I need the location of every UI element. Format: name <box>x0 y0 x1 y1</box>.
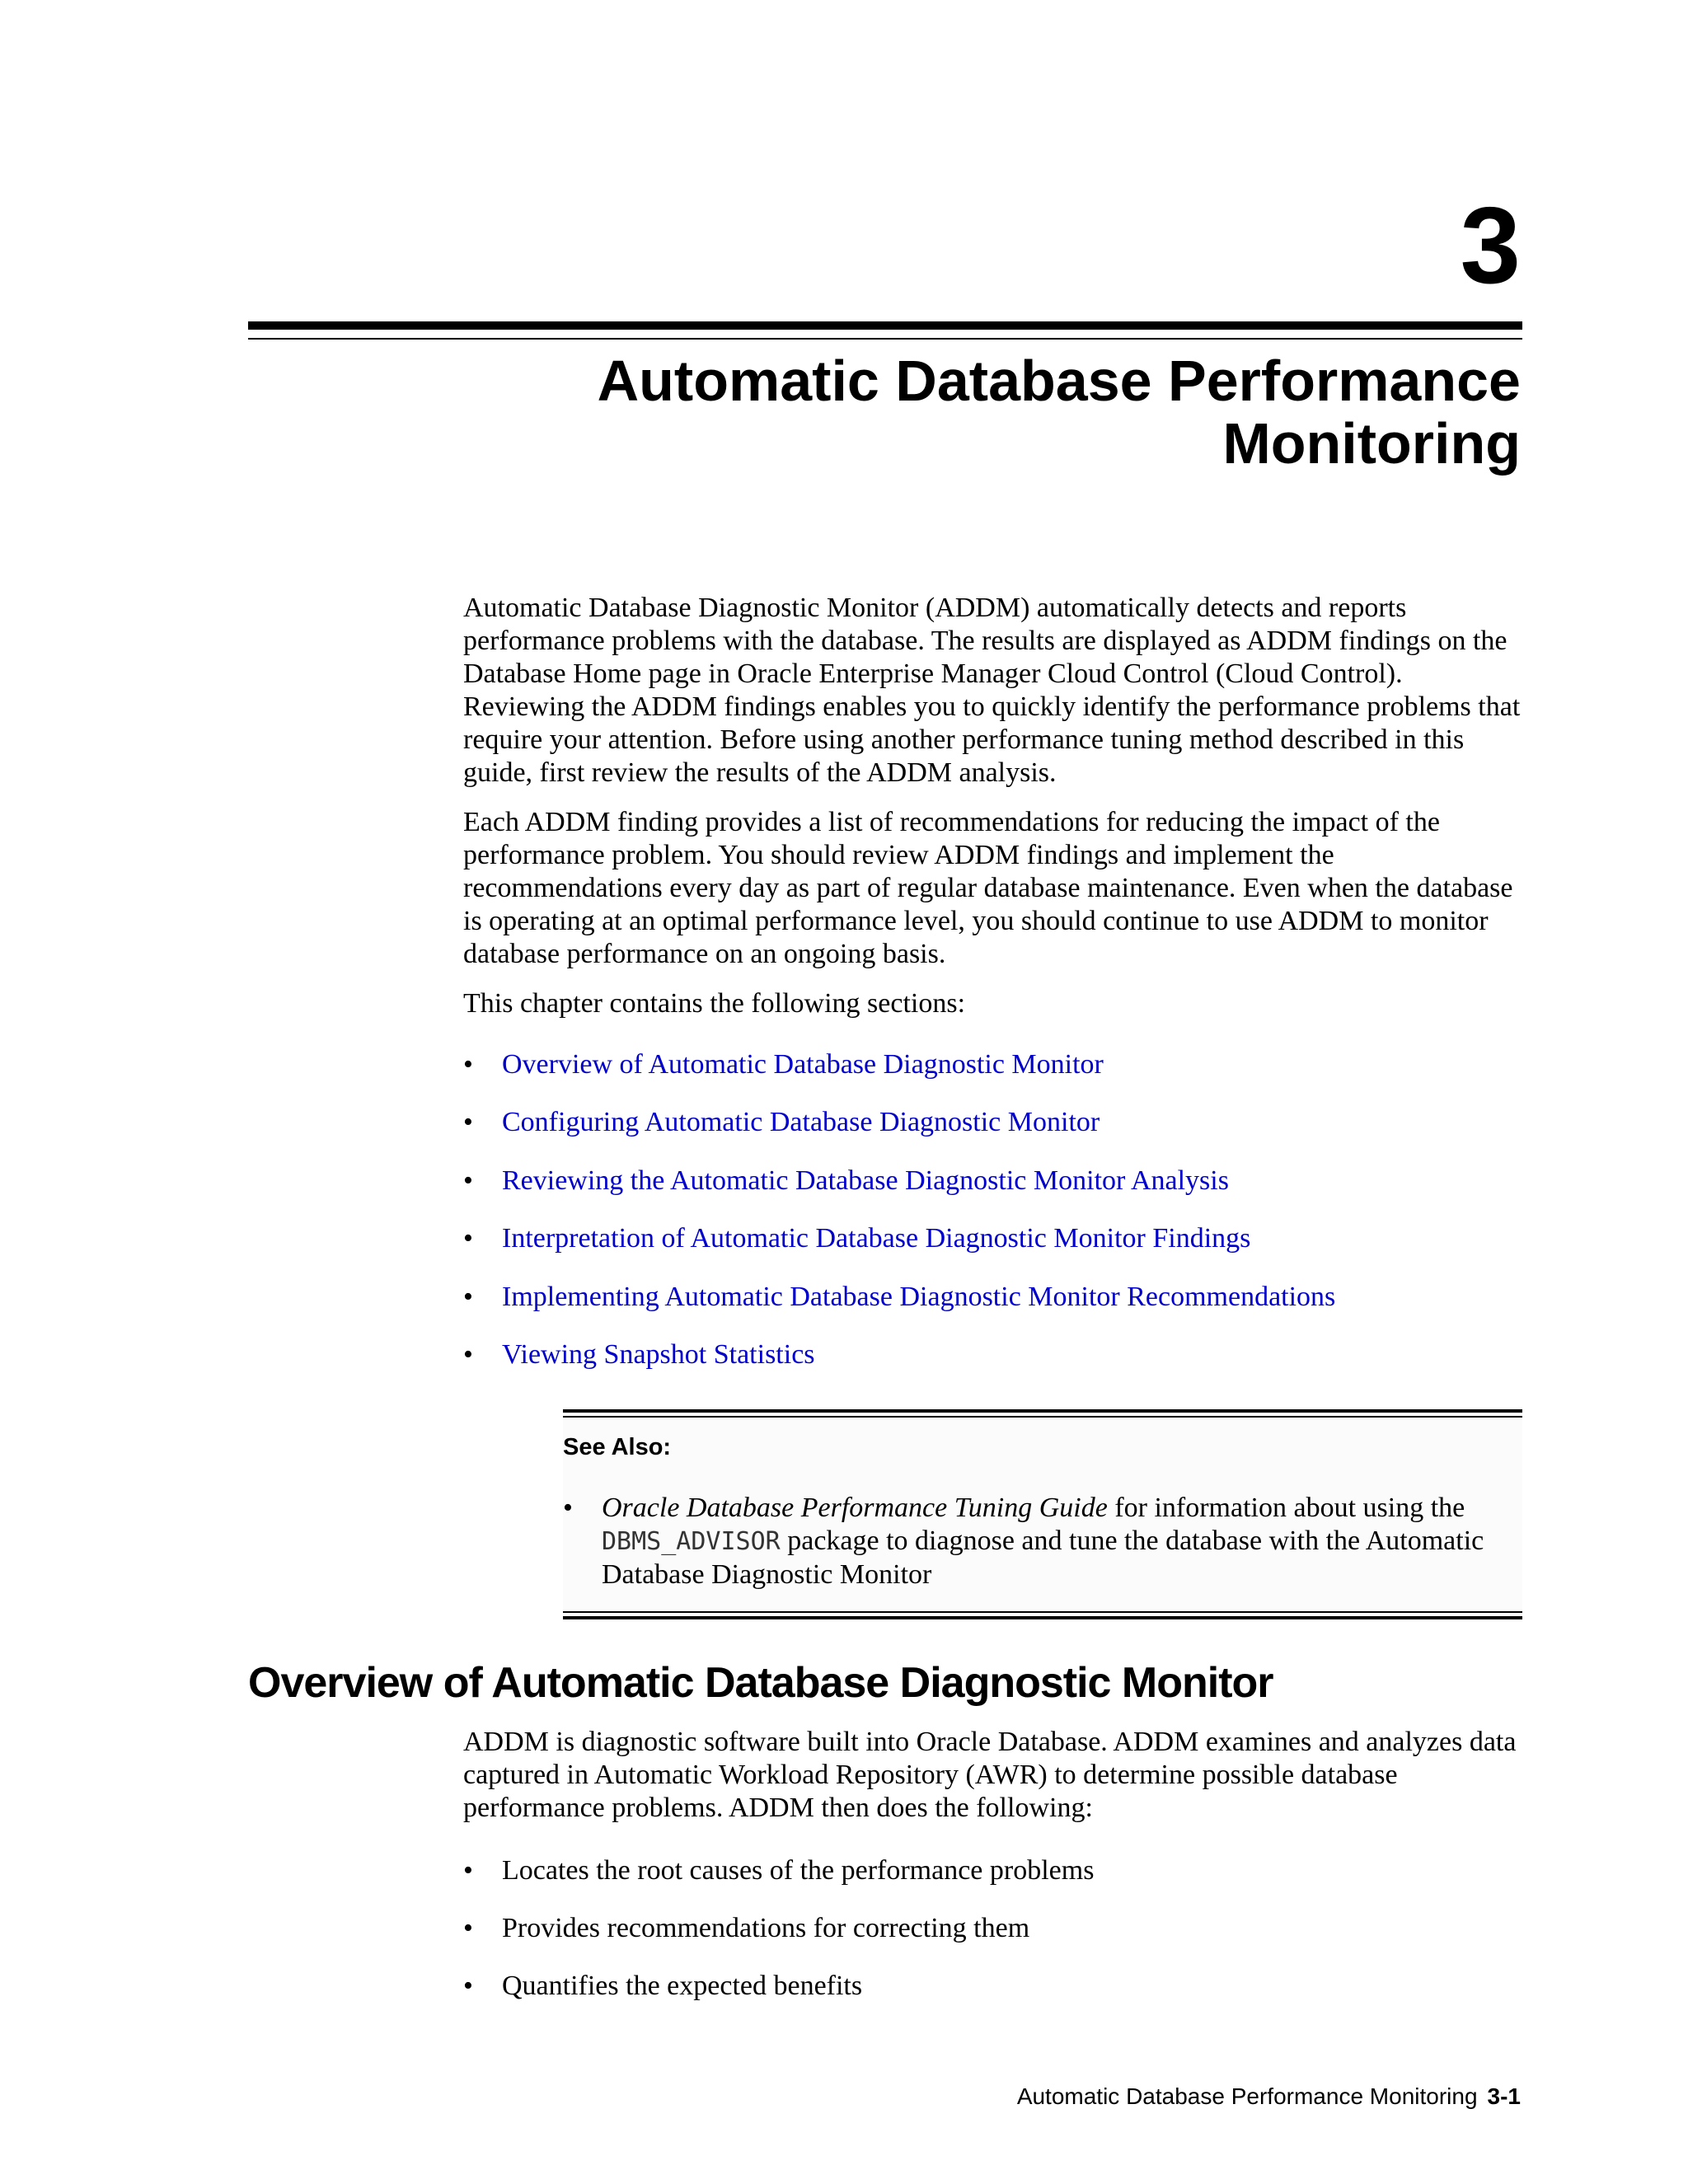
list-item <box>563 1492 1522 1591</box>
bullet-icon: • <box>463 1165 473 1196</box>
overview-bullet-list <box>463 1854 1526 2027</box>
title-rule-thick <box>248 321 1522 330</box>
see-also-rule-bottom-thin <box>563 1611 1522 1613</box>
list-item <box>463 1106 1526 1164</box>
see-also-rule-bottom <box>563 1616 1522 1619</box>
section-link-implementing[interactable]: Implementing Automatic Database Diagnostic Monitor Recommendations <box>502 1281 1336 1312</box>
see-also-box <box>563 1409 1522 1619</box>
list-item <box>463 1222 1526 1280</box>
section-link-snapshot[interactable]: Viewing Snapshot Statistics <box>502 1338 815 1370</box>
section-link-reviewing[interactable]: Reviewing the Automatic Database Diagnostic Monitor Analysis <box>502 1165 1229 1196</box>
section-link-interpretation[interactable]: Interpretation of Automatic Database Diagnostic Monitor Findings <box>502 1223 1251 1254</box>
list-item: • Provides recommendations for correcting them <box>463 1913 1030 1943</box>
list-item: • Locates the root causes of the performance problems <box>463 1855 1095 1886</box>
bullet-icon: • <box>463 1281 473 1312</box>
see-also-rule-top-thin <box>563 1416 1522 1418</box>
overview-paragraph: ADDM is diagnostic software built into Oracle Database. ADDM examines and analyzes data captured in Automatic Workload Repository (AWR) to determine possible database performance problems. ADDM then does the following: <box>463 1727 1517 1823</box>
intro-paragraph-2: Each ADDM finding provides a list of recommendations for reducing the impact of the performance problem. You should review ADDM findings and implement the recommendations every day as part of regular database maintenance. Even when the database is operating at an optimal performance level, you should continue to use ADDM to monitor database performance on an ongoing basis. <box>463 807 1513 969</box>
bullet-icon: • <box>463 1913 473 1943</box>
footer-title: Automatic Database Performance Monitoring <box>1016 2083 1478 2109</box>
list-item: • Quantifies the expected benefits <box>463 1971 863 2001</box>
see-also-book-title: Oracle Database Performance Tuning Guide <box>602 1493 1108 1523</box>
see-also-package-name: DBMS_ADVISOR <box>602 1527 781 1556</box>
see-also-title: See Also: <box>563 1434 672 1460</box>
chapter-title <box>449 349 1521 475</box>
bullet-icon: • <box>463 1338 473 1370</box>
chapter-title-line1: Automatic Database Performance <box>597 349 1521 413</box>
bullet-icon: • <box>563 1493 573 1523</box>
list-item <box>463 1338 1526 1396</box>
bullet-icon: • <box>463 1223 473 1254</box>
section-heading-overview: Overview of Automatic Database Diagnostic Monitor <box>248 1659 1273 1707</box>
list-item <box>463 1048 1526 1106</box>
title-rule-thin <box>248 338 1522 340</box>
intro-paragraph-1: Automatic Database Diagnostic Monitor (ADDM) automatically detects and reports performance problems with the database. The results are displayed as ADDM findings on the Database Home page in Oracle Enterprise Manager Cloud Control (Cloud Control). Reviewing the ADDM findings enables you to quickly identify the performance problems that require your attention. Before using another performance tuning method described in this guide, first review the results of the ADDM analysis. <box>463 593 1521 788</box>
see-also-text-2: package to diagnose and tune the database with the Automatic Database Diagnostic Monitor <box>602 1526 1484 1590</box>
section-link-overview[interactable]: Overview of Automatic Database Diagnostic Monitor <box>502 1049 1104 1080</box>
page-footer <box>1017 2083 1521 2110</box>
intro-paragraph-3: This chapter contains the following sections: <box>463 988 966 1019</box>
list-item <box>463 1281 1526 1338</box>
bullet-icon: • <box>463 1049 473 1080</box>
bullet-icon: • <box>463 1855 473 1886</box>
bullet-icon: • <box>463 1971 473 2001</box>
page-number: 3-1 <box>1487 2083 1521 2109</box>
chapter-number: 3 <box>1460 185 1521 306</box>
section-link-list <box>463 1048 1526 1396</box>
list-item <box>463 1165 1526 1222</box>
see-also-text-1: for information about using the <box>1107 1493 1465 1523</box>
chapter-title-line2: Monitoring <box>1222 411 1521 476</box>
section-link-configuring[interactable]: Configuring Automatic Database Diagnostic Monitor <box>502 1107 1100 1138</box>
see-also-list <box>563 1492 1522 1591</box>
bullet-icon: • <box>463 1107 473 1138</box>
see-also-rule-top <box>563 1409 1522 1413</box>
